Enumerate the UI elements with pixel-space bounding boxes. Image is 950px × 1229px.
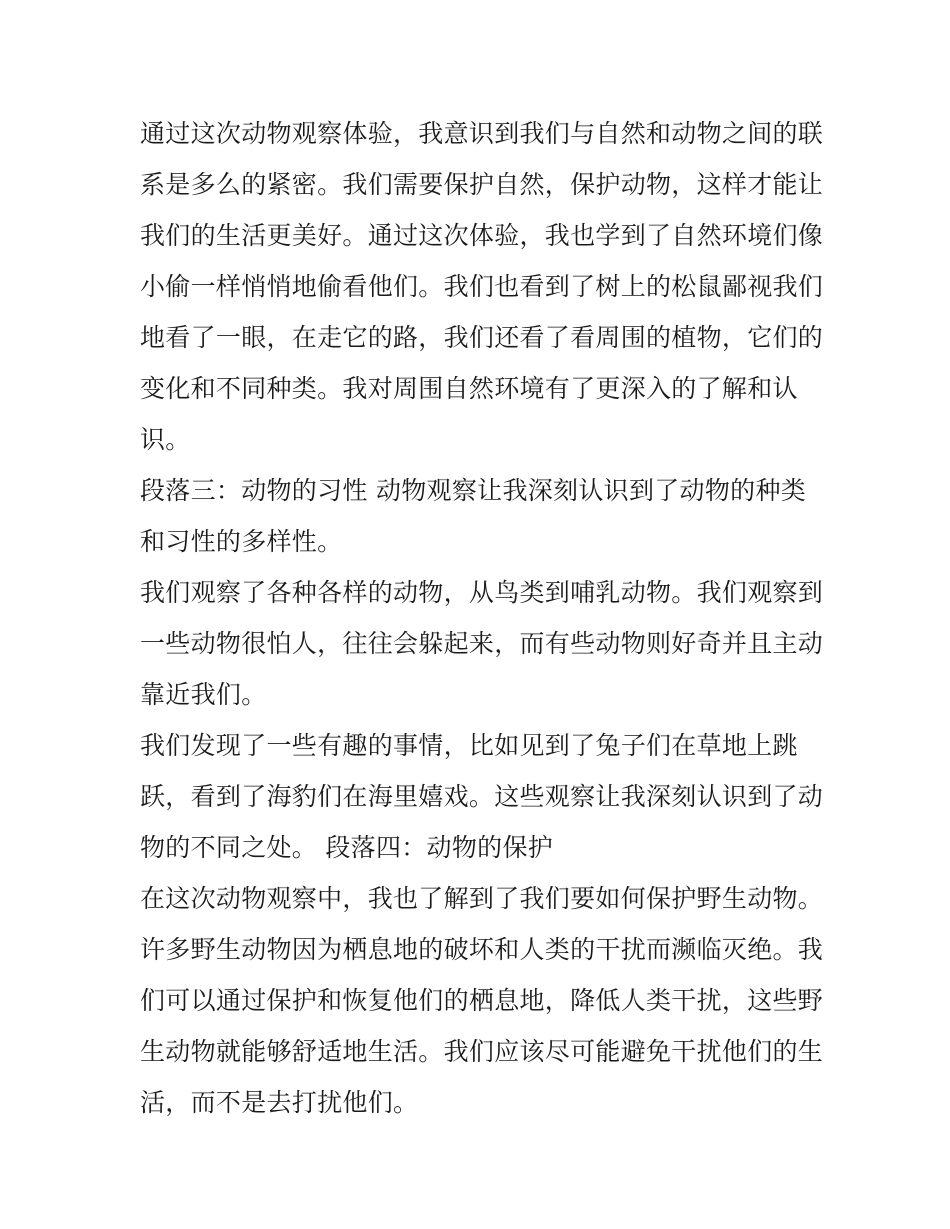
- text-line: 地看了一眼，在走它的路，我们还看了看周围的植物，它们的: [140, 323, 824, 352]
- text-line: 变化和不同种类。我对周围自然环境有了更深入的了解和认: [140, 374, 798, 403]
- text-line: 靠近我们。: [140, 680, 267, 709]
- paragraph-observation-reflection: [140, 108, 824, 465]
- document-body: [140, 108, 824, 1128]
- text-line: 活，而不是去打扰他们。: [140, 1088, 419, 1117]
- text-line: 系是多么的紧密。我们需要保护自然，保护动物，这样才能让: [140, 170, 824, 199]
- text-line: 小偷一样悄悄地偷看他们。我们也看到了树上的松鼠鄙视我们: [140, 272, 824, 301]
- text-line: 在这次动物观察中，我也了解到了我们要如何保护野生动物。: [140, 884, 824, 913]
- paragraph-wildlife-protection: [140, 873, 824, 1128]
- text-line: 识。: [140, 425, 191, 454]
- text-line: 跃，看到了海豹们在海里嬉戏。这些观察让我深刻认识到了动: [140, 782, 824, 811]
- text-line: 通过这次动物观察体验，我意识到我们与自然和动物之间的联: [140, 119, 824, 148]
- text-line: 段落三：动物的习性 动物观察让我深刻认识到了动物的种类: [140, 476, 807, 505]
- text-line: 和习性的多样性。: [140, 527, 343, 556]
- text-line: 我们发现了一些有趣的事情，比如见到了兔子们在草地上跳: [140, 731, 798, 760]
- paragraph-animal-behavior: [140, 567, 824, 720]
- text-line: 我们的生活更美好。通过这次体验，我也学到了自然环境们像: [140, 221, 824, 250]
- text-line: 我们观察了各种各样的动物，从鸟类到哺乳动物。我们观察到: [140, 578, 824, 607]
- text-line: 们可以通过保护和恢复他们的栖息地，降低人类干扰，这些野: [140, 986, 824, 1015]
- text-line: 一些动物很怕人，往往会躲起来，而有些动物则好奇并且主动: [140, 629, 824, 658]
- text-line: 生动物就能够舒适地生活。我们应该尽可能避免干扰他们的生: [140, 1037, 824, 1066]
- text-line: 物的不同之处。 段落四：动物的保护: [140, 833, 554, 862]
- text-line: 许多野生动物因为栖息地的破坏和人类的干扰而濒临灭绝。我: [140, 935, 824, 964]
- paragraph-interesting-findings: [140, 720, 824, 873]
- paragraph-section-three-heading: [140, 465, 820, 567]
